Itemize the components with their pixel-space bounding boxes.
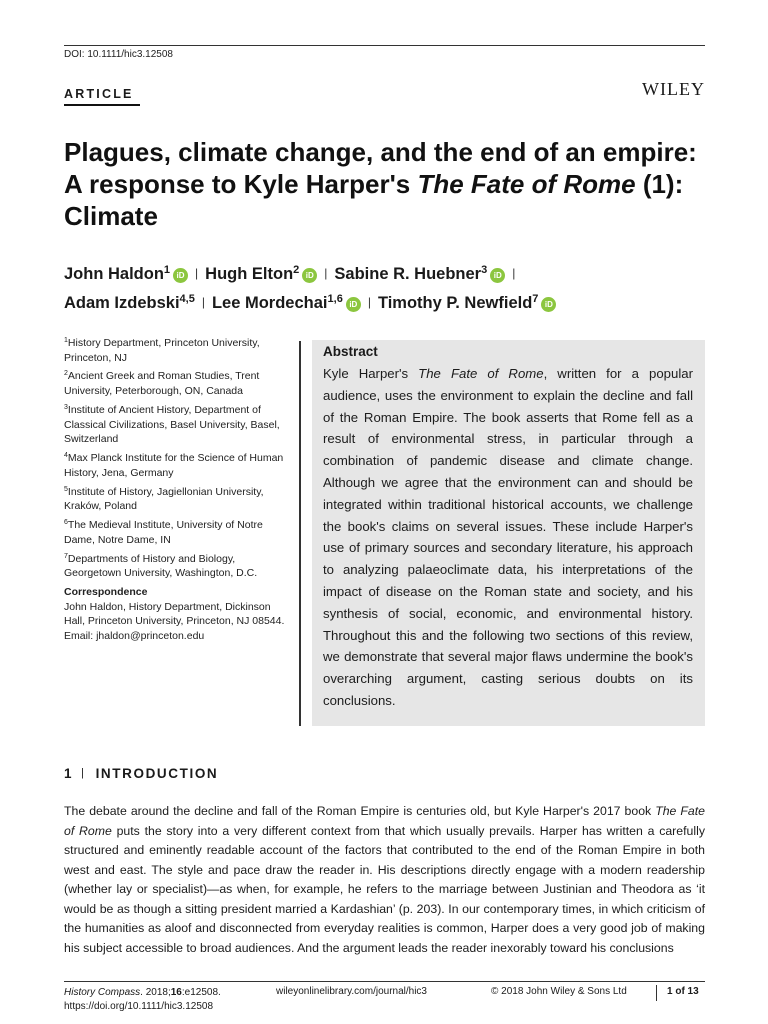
- author-affil-sup: 4,5: [179, 293, 195, 305]
- author-name[interactable]: Timothy P. Newfield: [377, 294, 533, 312]
- author-affil-sup: 3: [481, 264, 488, 276]
- section-bar: |: [81, 767, 86, 779]
- footer-journal-name: History Compass: [64, 987, 141, 998]
- affiliation-item: [64, 518, 290, 547]
- affiliation-text: Institute of Ancient History, Department of Classical Civilizations, Basel University, Basel, Switzerland: [64, 403, 280, 446]
- footer-page-number: 1 of 13: [667, 986, 699, 997]
- affiliation-text: The Medieval Institute, University of Notre Dame, Notre Dame, IN: [64, 519, 263, 546]
- affiliation-number: 7: [64, 552, 68, 560]
- title-line-2-prefix: A response to Kyle Harper's: [64, 169, 418, 199]
- title-line-2-suffix: (1):: [635, 169, 684, 199]
- doi-label: DOI: 10.1111/hic3.12508: [64, 49, 173, 60]
- article-type-label: ARTICLE: [64, 87, 134, 101]
- author-line-1: [64, 259, 724, 288]
- affiliation-item: [64, 336, 290, 365]
- section-number: 1: [64, 766, 74, 781]
- title-line-2: [64, 168, 724, 200]
- author-name[interactable]: Hugh Elton: [205, 265, 294, 283]
- author-separator: |: [195, 266, 199, 280]
- title-line-1: Plagues, climate change, and the end of an empire:: [64, 137, 697, 167]
- author-affil-sup: 7: [532, 293, 539, 305]
- footer-citation: [64, 986, 221, 1014]
- affiliation-item: [64, 403, 290, 447]
- body-book-name: The Fate of Rome: [64, 804, 705, 838]
- footer-rule: [64, 981, 705, 982]
- affiliation-text: Max Planck Institute for the Science of Human History, Jena, Germany: [64, 452, 284, 479]
- affiliation-text: Departments of History and Biology, Georgetown University, Washington, D.C.: [64, 552, 258, 580]
- abstract-prefix: Kyle Harper's: [323, 366, 419, 381]
- affiliation-number: 5: [64, 485, 68, 493]
- title-book-name: The Fate of Rome: [417, 169, 636, 199]
- affiliation-number: 4: [64, 452, 68, 460]
- author-separator: |: [324, 266, 328, 280]
- abstract-text: [323, 363, 693, 712]
- author-name[interactable]: John Haldon: [64, 265, 164, 283]
- section-title: INTRODUCTION: [95, 766, 219, 781]
- author-name[interactable]: Sabine R. Huebner: [334, 265, 482, 283]
- author-separator: |: [367, 295, 371, 309]
- author-affil-sup: 1,6: [327, 293, 343, 305]
- body-paragraph: [64, 802, 705, 958]
- affiliation-item: [64, 552, 290, 581]
- author-separator: |: [512, 266, 516, 280]
- author-list: [64, 259, 724, 317]
- correspondence-heading: Correspondence: [64, 585, 148, 598]
- orcid-icon[interactable]: iD: [173, 268, 188, 283]
- author-line-2: [64, 288, 724, 317]
- article-title: [64, 136, 724, 232]
- footer-volume: 16: [170, 987, 182, 998]
- affiliation-number: 2: [64, 370, 68, 378]
- abstract-heading: Abstract: [323, 344, 378, 359]
- affiliation-number: 1: [64, 337, 68, 344]
- correspondence-email[interactable]: Email: jhaldon@princeton.edu: [64, 629, 205, 642]
- affiliation-text: Institute of History, Jagiellonian University, Kraków, Poland: [64, 485, 264, 513]
- footer-site-link[interactable]: wileyonlinelibrary.com/journal/hic3: [276, 986, 427, 997]
- correspondence-address: John Haldon, History Department, Dickinson Hall, Princeton University, Princeton, NJ 08544.: [64, 600, 285, 628]
- affiliation-text: History Department, Princeton University, Princeton, NJ: [64, 337, 260, 364]
- body-part-1: The debate around the decline and fall of the Roman Empire is centuries old, but Kyle Harper's 2017 book: [64, 804, 656, 818]
- orcid-icon[interactable]: iD: [490, 268, 505, 283]
- affiliation-item: [64, 451, 290, 480]
- affiliation-number: 3: [64, 403, 68, 411]
- affiliation-text: Ancient Greek and Roman Studies, Trent University, Peterborough, ON, Canada: [64, 370, 260, 398]
- affiliations: [64, 336, 290, 643]
- author-separator: |: [201, 295, 205, 309]
- footer-divider: [656, 985, 657, 1001]
- author-affil-sup: 2: [293, 264, 300, 276]
- footer-doi-link[interactable]: https://doi.org/10.1111/hic3.12508: [64, 1001, 213, 1012]
- author-affil-sup: 1: [163, 264, 171, 276]
- orcid-icon[interactable]: iD: [302, 268, 317, 283]
- orcid-icon[interactable]: iD: [541, 297, 556, 312]
- footer-copyright: © 2018 John Wiley & Sons Ltd: [491, 986, 627, 997]
- footer-year: . 2018;: [140, 987, 171, 998]
- abstract-divider: [299, 341, 301, 726]
- abstract-book-name: The Fate of Rome: [418, 366, 544, 381]
- author-name[interactable]: Adam Izdebski: [64, 294, 180, 312]
- footer-issue: :e12508.: [181, 987, 221, 998]
- author-name[interactable]: Lee Mordechai: [211, 294, 328, 312]
- top-rule: [64, 45, 705, 46]
- body-part-2: puts the story into a very different context from that which usually prevails. Harper has written a carefully structured and eminently readable account of the factors that contributed to the end of the Roman Empire in both west and east. The style and pace draw the reader in. His descriptions directly engage with a modern readership (whether lay or specialist)—as when, for example, he refers to the marriage between Justinian and Theodora as ‘it would be as though a sitting president married a Kardashian’ (p. 203). In our contemporary times, in which criticism of the humanities as aloof and disconnected from everyday realities is common, Harper does a very good job of making his subject accessible to broad audiences. And the argument leads the reader inexorably toward his conclusions: [64, 823, 705, 955]
- affiliation-number: 6: [64, 519, 68, 527]
- affiliation-item: [64, 369, 290, 398]
- section-heading: [64, 766, 218, 781]
- orcid-icon[interactable]: iD: [346, 297, 361, 312]
- title-line-3: Climate: [64, 201, 158, 231]
- publisher-logo: WILEY: [642, 79, 705, 99]
- abstract-body: , written for a popular audience, uses the environment to explain the decline and fall of the Roman Empire. The book asserts that Rome fell as a result of environmental stress, in particular through a combination of pandemic disease and climate change. Although we agree that the environment can and should be integrated within traditional historical accounts, we challenge the book's claims on several issues. These include Harper's use of primary sources and secondary literature, his approach to analyzing palaeoclimate data, his interpretations of the impact of disease on the Roman state and society, and his synthesis of social, economic, and environmental history. Throughout this and the following two sections of this review, we demonstrate that several major flaws undermine the book's overarching argument, casting serious doubts on its conclusions.: [323, 366, 693, 708]
- article-type-underline: [64, 104, 140, 106]
- footer-journal-line: [64, 986, 221, 1000]
- affiliation-item: [64, 485, 290, 514]
